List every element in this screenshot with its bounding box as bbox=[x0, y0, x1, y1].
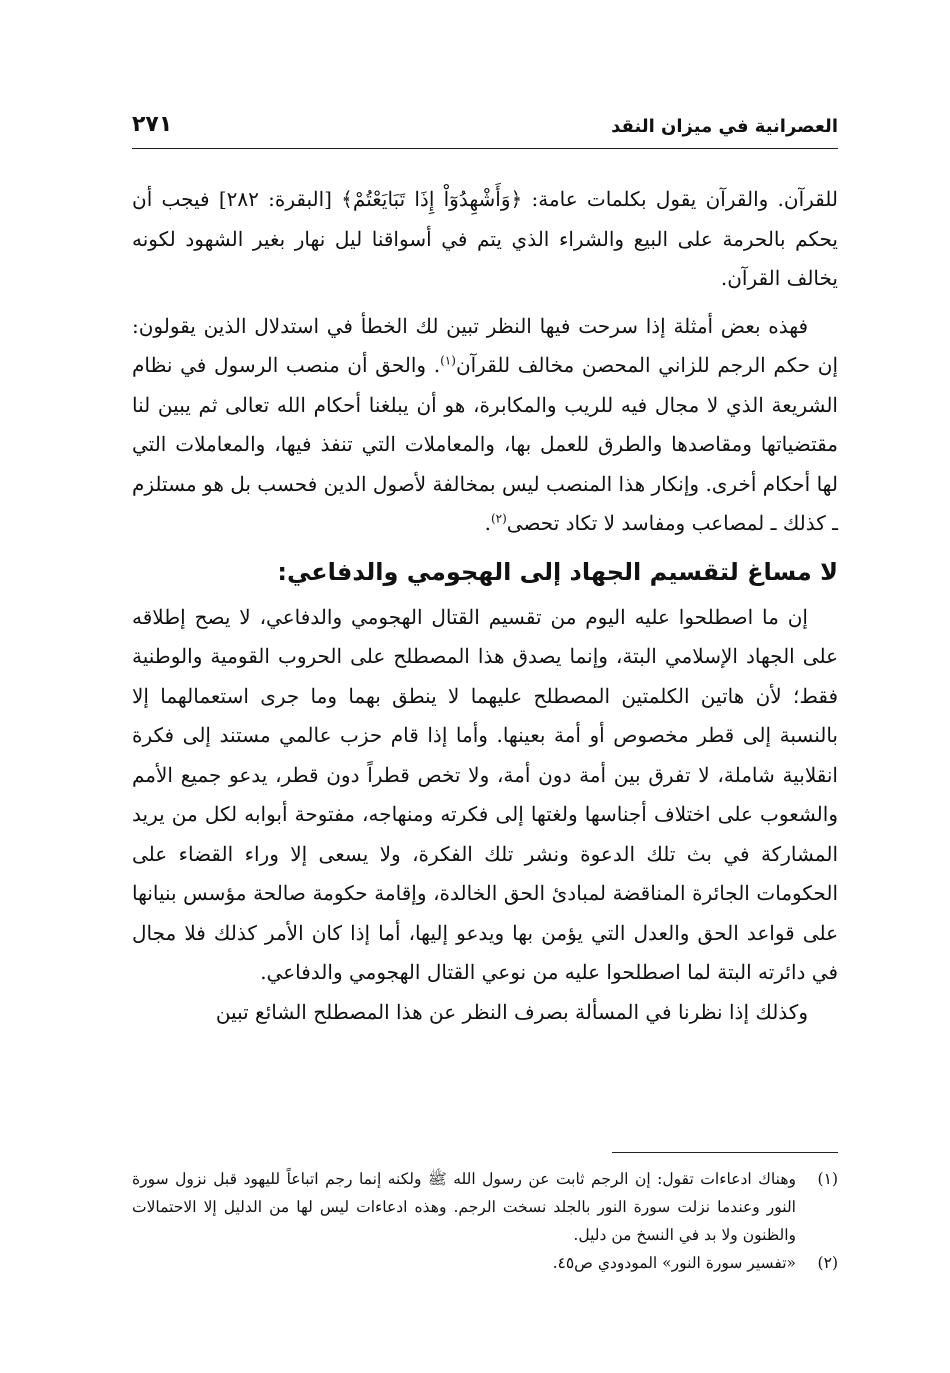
footnote-ref-2[interactable]: (٢) bbox=[490, 511, 507, 526]
running-title: العصرانية في ميزان النقد bbox=[611, 116, 838, 137]
paragraph-2-text-a: فهذه بعض أمثلة إذا سرحت فيها النظر تبين لك الخطأ في استدلال الذين يقولون: إن حكم الرجم للزاني المحصن مخالف للقرآن bbox=[132, 313, 838, 377]
footnote-number: (٢) bbox=[817, 1254, 838, 1272]
paragraph-2 bbox=[132, 307, 838, 544]
footnote-text: وهناك ادعاءات تقول: إن الرجم ثابت عن رسول الله ﷺ ولكنه إنما رجم اتباعاً لليهود قبل نزول سورة النور وعندما نزلت سورة النور بالجلد نسخت الرجم. وهذه ادعاءات ليس لها من الدليل إلا الاحتمالات والظنون ولا بد في النسخ من دليل. bbox=[132, 1170, 796, 1244]
paragraph-4: وكذلك إذا نظرنا في المسألة بصرف النظر عن هذا المصطلح الشائع تبين bbox=[215, 999, 808, 1024]
body-text bbox=[132, 180, 838, 1032]
footnote-1 bbox=[132, 1165, 838, 1249]
footnote-number: (١) bbox=[817, 1170, 838, 1188]
page-header bbox=[132, 112, 838, 149]
footnote-2 bbox=[132, 1249, 838, 1277]
footnotes bbox=[132, 1165, 838, 1277]
paragraph-3: إن ما اصطلحوا عليه اليوم من تقسيم القتال الهجومي والدفاعي، لا يصح إطلاقه على الجهاد الإسلامي البتة، وإنما يصدق هذا المصطلح على الحروب القومية والوطنية فقط؛ لأن هاتين الكلمتين المصطلح عليهما لا ينطق بهما وما جرى استعمالهما إلا بالنسبة إلى قطر مخصوص أو أمة بعينها. وأما إذا قام حزب عالمي مستند إلى فكرة انقلابية شاملة، لا تفرق بين أمة دون أمة، ولا تخص قطراً دون قطر، يدعو جميع الأمم والشعوب على اختلاف أجناسها ولغتها إلى فكرته ومنهاجه، مفتوحة أبوابه لكل من يريد المشاركة في بث تلك الدعوة ونشر تلك الفكرة، ولا يسعى إلا وراء القضاء على الحكومات الجائرة المناقضة لمبادئ الحق الخالدة، وإقامة حكومة صالحة مؤسس بنيانها على قواعد الحق والعدل التي يؤمن بها ويدعو إليها، أما إذا كان الأمر كذلك فلا مجال في دائرته البتة لما اصطلحوا عليه من نوعي القتال الهجومي والدفاعي. bbox=[132, 604, 839, 984]
footnote-ref-1[interactable]: (١) bbox=[440, 353, 456, 368]
footnote-text: «تفسير سورة النور» المودودي ص٤٥. bbox=[552, 1254, 796, 1272]
footnote-divider bbox=[612, 1152, 838, 1153]
section-heading: لا مساغ لتقسيم الجهاد إلى الهجومي والدفاعي: bbox=[277, 557, 838, 586]
paragraph-2-end: . bbox=[484, 511, 491, 535]
page-number: ٢٧١ bbox=[132, 112, 173, 137]
paragraph-1: للقرآن. والقرآن يقول بكلمات عامة: ﴿وَأَشْهِدُوٓاْ إِذَا تَبَايَعْتُمْ﴾ [البقرة: ٢٨٢] فيجب أن يحكم بالحرمة على البيع والشراء الذي يتم في أسواقنا ليل نهار بغير الشهود لكونه يخالف القرآن. bbox=[132, 187, 838, 290]
paragraph-2-text-b: . والحق أن منصب الرسول في نظام الشريعة الذي لا مجال فيه للريب والمكابرة، هو أن يبلغنا أحكام الله تعالى ثم يبين لنا مقتضياتها ومقاصدها والطرق للعمل بها، والمعاملات التي تنفذ فيها، والمعاملات التي لها أحكام أخرى. وإنكار هذا المنصب ليس بمخالفة لأصول الدين فحسب بل هو مستلزم ـ كذلك ـ لمصاعب ومفاسد لا تكاد تحصى bbox=[132, 353, 838, 535]
